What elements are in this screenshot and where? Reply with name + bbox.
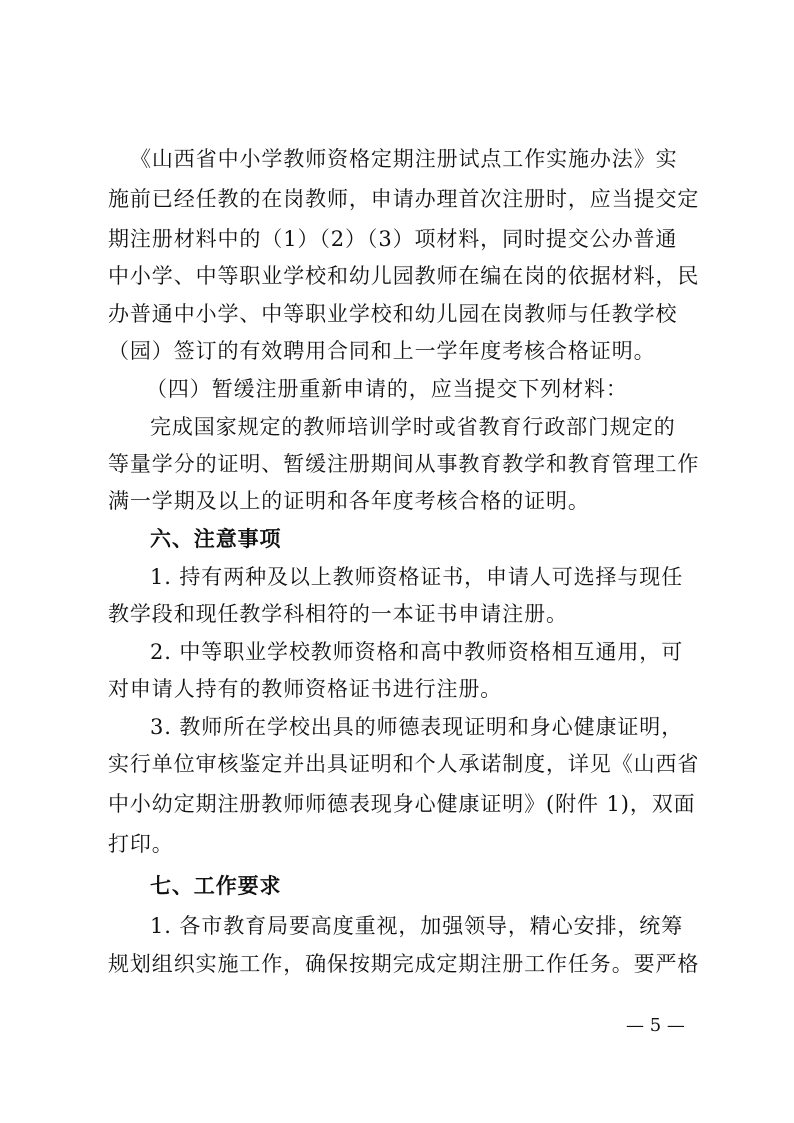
body-text-line: 教学段和现任教学科相符的一本证书申请注册。 [108,602,568,626]
section-heading-seven: 七、工作要求 [150,874,282,898]
body-text-line: 规划组织实施工作，确保按期完成定期注册工作任务。要严格 [108,952,700,976]
body-text-line: 《山西省中小学教师资格定期注册试点工作实施办法》实 [130,147,678,171]
body-text-line: 满一学期及以上的证明和各年度考核合格的证明。 [108,489,590,513]
body-text-line: 打印。 [108,832,174,856]
body-text-line: 等量学分的证明、暂缓注册期间从事教育教学和教育管理工作 [108,452,700,476]
section-heading-six: 六、注意事项 [150,527,282,551]
body-text-line: 1. 各市教育局要高度重视，加强领导，精心安排，统筹 [150,914,684,938]
body-text-line: 施前已经任教的在岗教师，申请办理首次注册时，应当提交定 [108,187,700,211]
body-text-line: 完成国家规定的教师培训学时或省教育行政部门规定的 [150,415,676,439]
body-text-line: （园）签订的有效聘用合同和上一学年度考核合格证明。 [108,339,656,363]
sub-heading-line: （四）暂缓注册重新申请的，应当提交下列材料： [146,377,628,401]
body-text-line: 3. 教师所在学校出具的师德表现证明和身心健康证明， [150,715,684,739]
body-text-line: 办普通中小学、中等职业学校和幼儿园在岗教师与任教学校 [108,302,678,326]
body-text-line: 实行单位审核鉴定并出具证明和个人承诺制度，详见《山西省 [108,752,700,776]
body-text-line: 期注册材料中的（1）（2）（3）项材料，同时提交公办普通 [108,227,678,251]
body-text-line: 2. 中等职业学校教师资格和高中教师资格相互通用，可 [150,640,684,664]
body-text-line: 中小学、中等职业学校和幼儿园教师在编在岗的依据材料，民 [108,264,700,288]
page-number: — 5 — [626,1015,685,1036]
body-text-line: 中小幼定期注册教师师德表现身心健康证明》(附件 1)，双面 [108,792,696,816]
body-text-line: 1. 持有两种及以上教师资格证书，申请人可选择与现任 [150,565,684,589]
body-text-line: 对申请人持有的教师资格证书进行注册。 [108,677,503,701]
